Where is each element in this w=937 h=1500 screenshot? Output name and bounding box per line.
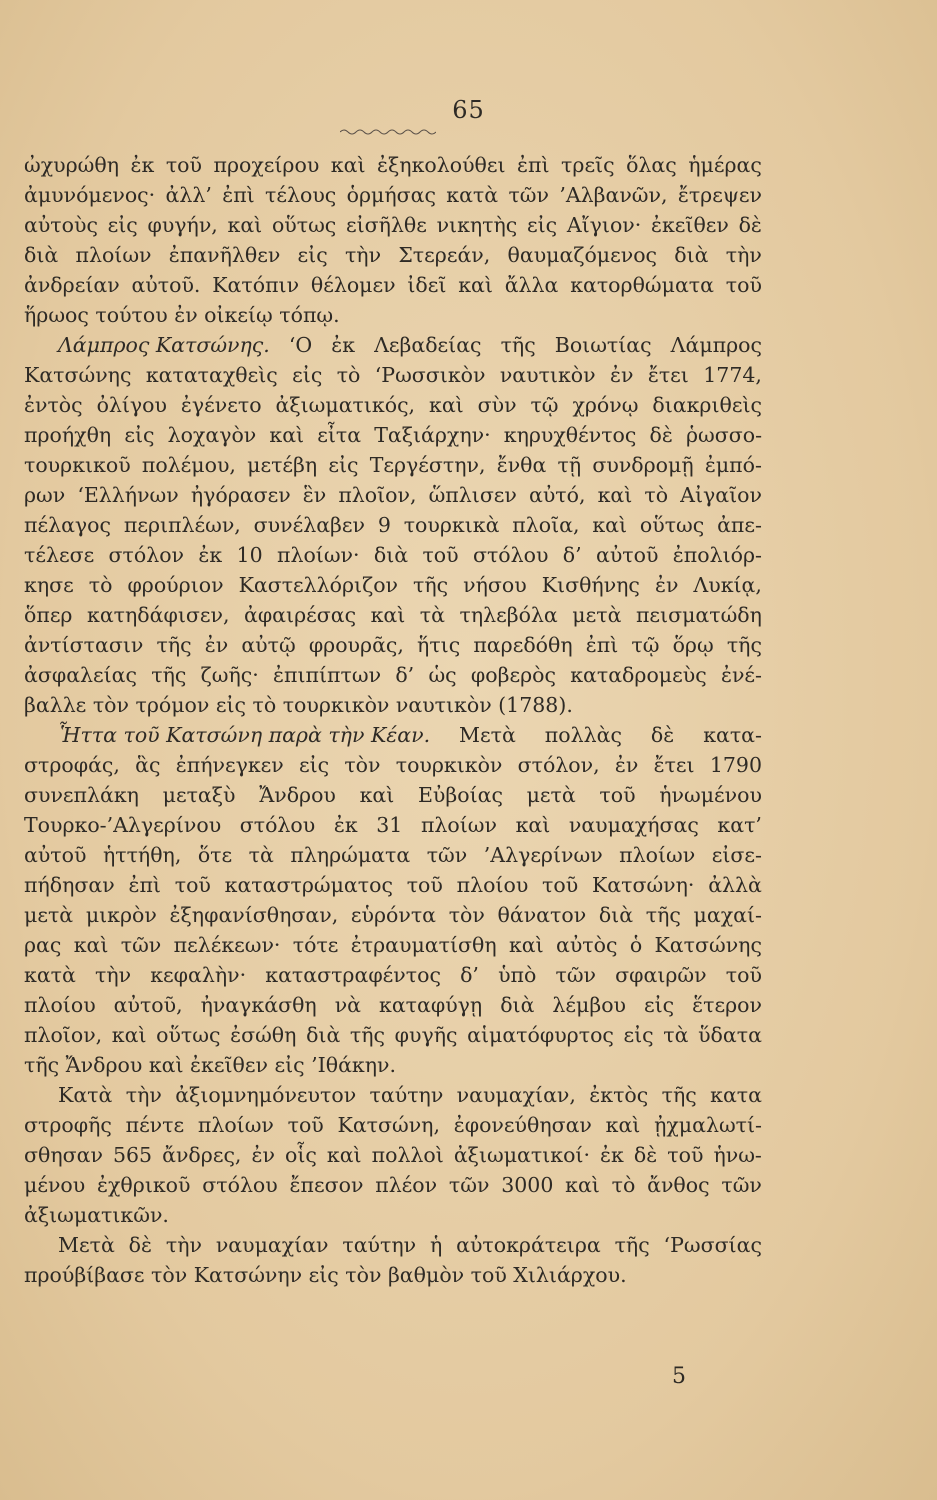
text-line: στροφῆς πέντε πλοίων τοῦ Κατσώνη, ἐφονεύθησαν καὶ ᾐχμαλωτί- [24,1113,762,1137]
text-line: Κατσώνης καταταχθεὶς εἰς τὸ ‘Ρωσσικὸν ναυτικὸν ἐν ἔτει 1774, [24,363,762,387]
text-line: ρων ‘Ελλήνων ἠγόρασεν ἓν πλοῖον, ὥπλισεν αὐτό, καὶ τὸ Αἰγαῖον [24,483,762,507]
text-line: προήχθη εἰς λοχαγὸν καὶ εἶτα Ταξιάρχην· κηρυχθέντος δὲ ῥωσσο- [24,423,762,447]
text-line: ἀνδρείαν αὐτοῦ. Κατόπιν θέλομεν ἰδεῖ καὶ ἄλλα κατορθώματα τοῦ [24,273,762,297]
text-line: αὐτοὺς εἰς φυγήν, καὶ οὕτως εἰσῆλθε νικητὴς εἰς Αἴγιον· ἐκεῖθεν δὲ [24,213,762,237]
text-line: ἀσφαλείας τῆς ζωῆς· ἐπιπίπτων δ’ ὡς φοβερὸς καταδρομεὺς ἐνέ- [24,663,762,687]
text-line: κατὰ τὴν κεφαλὴν· καταστραφέντος δ’ ὑπὸ τῶν σφαιρῶν τοῦ [24,963,762,987]
text-line: κησε τὸ φρούριον Καστελλόριζον τῆς νήσου Κισθήνης ἐν Λυκίᾳ, [24,573,762,597]
text-line: βαλλε τὸν τρόμον εἰς τὸ τουρκικὸν ναυτικὸν (1788). [24,693,573,717]
text-line: συνεπλάκη μεταξὺ Ἄνδρου καὶ Εὐβοίας μετὰ τοῦ ἡνωμένου [24,783,762,807]
text-line: αὐτοῦ ἡττήθη, ὅτε τὰ πληρώματα τῶν ’Αλγερίνων πλοίων εἰσε- [24,843,762,867]
text-line: ἀξιωματικῶν. [24,1203,169,1227]
text-line: Ἧττα τοῦ Κατσώνη παρὰ τὴν Κέαν. Μετὰ πολλὰς δὲ κατα- [58,723,762,747]
text-line: πλοίου αὐτοῦ, ἠναγκάσθη νὰ καταφύγῃ διὰ λέμβου εἰς ἕτερον [24,993,762,1017]
text-line: ρας καὶ τῶν πελέκεων· τότε ἐτραυματίσθη καὶ αὐτὸς ὁ Κατσώνης [24,933,762,957]
text-line: στροφάς, ἃς ἐπήνεγκεν εἰς τὸν τουρκικὸν στόλον, ἐν ἔτει 1790 [24,753,762,777]
text-line: μετὰ μικρὸν ἐξηφανίσθησαν, εὑρόντα τὸν θάνατον διὰ τῆς μαχαί- [24,903,762,927]
text-line: Λάμπρος Κατσώνης. ‘Ο ἐκ Λεβαδείας τῆς Βοιωτίας Λάμπρος [58,333,762,357]
text-line: Τουρκο-’Αλγερίνου στόλου ἐκ 31 πλοίων καὶ ναυμαχήσας κατ’ [24,813,762,837]
text-line: ἀμυνόμενος· ἀλλ’ ἐπὶ τέλους ὁρμήσας κατὰ τῶν ’Αλβανῶν, ἔτρεψεν [24,183,762,207]
text-line: διὰ πλοίων ἐπανῆλθεν εἰς τὴν Στερεάν, θαυμαζόμενος διὰ τὴν [24,243,762,267]
text-line: Κατὰ τὴν ἀξιομνημόνευτον ταύτην ναυμαχίαν, ἐκτὸς τῆς κατα [58,1083,762,1107]
text-line: προύβίβασε τὸν Κατσώνην εἰς τὸν βαθμὸν τοῦ Χιλιάρχου. [24,1263,627,1287]
body-text [24,150,762,1290]
text-line: ὠχυρώθη ἐκ τοῦ προχείρου καὶ ἐξηκολούθει ἐπὶ τρεῖς ὅλας ἡμέρας [24,153,762,177]
text-line: πήδησαν ἐπὶ τοῦ καταστρώματος τοῦ πλοίου τοῦ Κατσώνη· ἀλλὰ [24,873,762,897]
text-line: τῆς Ἄνδρου καὶ ἐκεῖθεν εἰς ’Ιθάκην. [24,1053,396,1077]
text-line: ἀντίστασιν τῆς ἐν αὐτῷ φρουρᾶς, ἥτις παρεδόθη ἐπὶ τῷ ὅρῳ τῆς [24,633,762,657]
text-line: τουρκικοῦ πολέμου, μετέβη εἰς Τεργέστην, ἔνθα τῇ συνδρομῇ ἐμπό- [24,453,762,477]
wavy-rule-ornament [340,128,436,136]
text-line: Μετὰ δὲ τὴν ναυμαχίαν ταύτην ἡ αὐτοκράτειρα τῆς ‘Ρωσσίας [58,1233,762,1257]
text-line: ὅπερ κατηδάφισεν, ἀφαιρέσας καὶ τὰ τηλεβόλα μετὰ πεισματώδη [24,603,762,627]
text-line: μένου ἐχθρικοῦ στόλου ἔπεσον πλέον τῶν 3000 καὶ τὸ ἄνθος τῶν [24,1173,762,1197]
text-line: πέλαγος περιπλέων, συνέλαβεν 9 τουρκικὰ πλοῖα, καὶ οὕτως ἀπε- [24,513,762,537]
text-line: τέλεσε στόλον ἐκ 10 πλοίων· διὰ τοῦ στόλου δ’ αὐτοῦ ἐπολιόρ- [24,543,762,567]
page-number: 65 [452,96,485,124]
text-line: σθησαν 565 ἄνδρες, ἐν οἷς καὶ πολλοὶ ἀξιωματικοί· ἐκ δὲ τοῦ ἡνω- [24,1143,762,1167]
text-line: πλοῖον, καὶ οὕτως ἐσώθη διὰ τῆς φυγῆς αἱματόφυρτος εἰς τὰ ὕδατα [24,1023,762,1047]
text-line: ἥρωος τούτου ἐν οἰκείῳ τόπῳ. [24,303,340,327]
text-line: ἐντὸς ὀλίγου ἐγένετο ἀξιωματικός, καὶ σὺν τῷ χρόνῳ διακριθεὶς [24,393,762,417]
signature-mark: 5 [672,1364,686,1389]
